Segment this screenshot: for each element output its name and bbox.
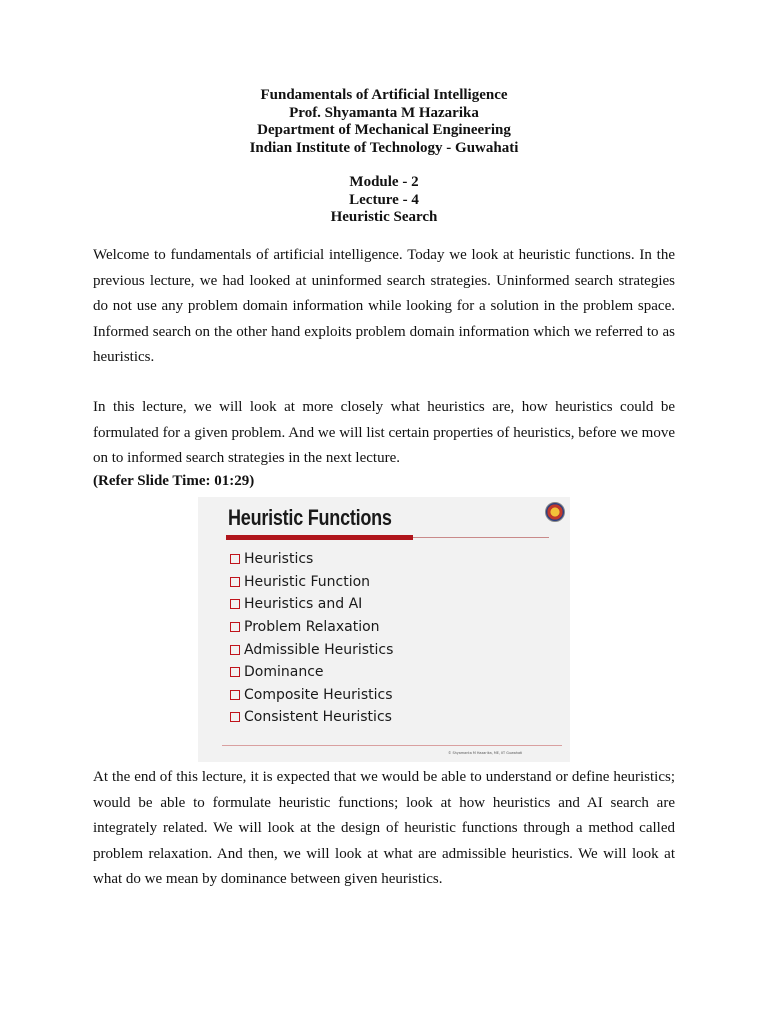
list-item — [230, 616, 393, 639]
list-item-label: Heuristic Function — [244, 573, 371, 590]
list-item-label: Problem Relaxation — [244, 619, 380, 636]
slide-title-rule — [413, 537, 549, 538]
checkbox-icon — [230, 690, 240, 700]
institute-logo-icon — [545, 502, 565, 522]
refer-slide-time: (Refer Slide Time: 01:29) — [93, 473, 255, 489]
document-header — [0, 87, 768, 227]
slide-title: Heuristic Functions — [228, 505, 392, 530]
lecture-slide — [198, 497, 570, 762]
header-spacer — [0, 157, 768, 174]
department-name: Department of Mechanical Engineering — [257, 122, 511, 138]
list-item-label: Heuristics and AI — [244, 596, 363, 613]
list-item-label: Admissible Heuristics — [244, 641, 394, 658]
list-item — [230, 593, 393, 616]
checkbox-icon — [230, 577, 240, 587]
list-item — [230, 571, 393, 594]
scope-paragraph: In this lecture, we will look at more closely what heuristics are, how heuristics could be formulated for a given problem. And we will list certain properties of heuristics, before we move on to informed search strategies in the next lecture. — [93, 399, 675, 466]
slide-footer-rule — [222, 745, 562, 746]
checkbox-icon — [230, 667, 240, 677]
objectives-paragraph: At the end of this lecture, it is expected that we would be able to understand or define heuristics; would be able to formulate heuristic functions; look at how heuristics and AI search are integrately related. We will look at the design of heuristic functions through a method called problem relaxation. And then, we will look at what are admissible heuristics. We will look at what do we mean by dominance between given heuristics. — [93, 769, 675, 887]
list-item — [230, 706, 393, 729]
institute-name: Indian Institute of Technology - Guwahati — [249, 139, 519, 156]
lecture-topic: Heuristic Search — [330, 209, 438, 225]
list-item — [230, 548, 393, 571]
module-number: Module - 2 — [349, 174, 419, 190]
professor-name: Prof. Shyamanta M Hazarika — [289, 104, 479, 121]
list-item — [230, 638, 393, 661]
slide-topic-list — [230, 548, 393, 729]
checkbox-icon — [230, 622, 240, 632]
slide-title-underline — [226, 535, 413, 540]
list-item-label: Heuristics — [244, 551, 314, 568]
lecture-number: Lecture - 4 — [349, 191, 419, 208]
list-item — [230, 661, 393, 684]
checkbox-icon — [230, 712, 240, 722]
checkbox-icon — [230, 554, 240, 564]
list-item-label: Dominance — [244, 664, 324, 681]
course-title: Fundamentals of Artificial Intelligence — [260, 87, 508, 103]
list-item-label: Consistent Heuristics — [244, 709, 392, 726]
slide-copyright: © Shyamanta M Hazarika, ME, IIT Guwahati — [448, 751, 523, 755]
list-item-label: Composite Heuristics — [244, 686, 393, 703]
checkbox-icon — [230, 599, 240, 609]
checkbox-icon — [230, 645, 240, 655]
list-item — [230, 684, 393, 707]
intro-paragraph: Welcome to fundamentals of artificial intelligence. Today we look at heuristic functions. In the previous lecture, we had looked at uninformed search strategies. Uninformed search strategies do not use any problem domain information while looking for a solution in the problem space. Informed search on the other hand exploits problem domain information which we referred to as heuristics. — [93, 247, 675, 365]
